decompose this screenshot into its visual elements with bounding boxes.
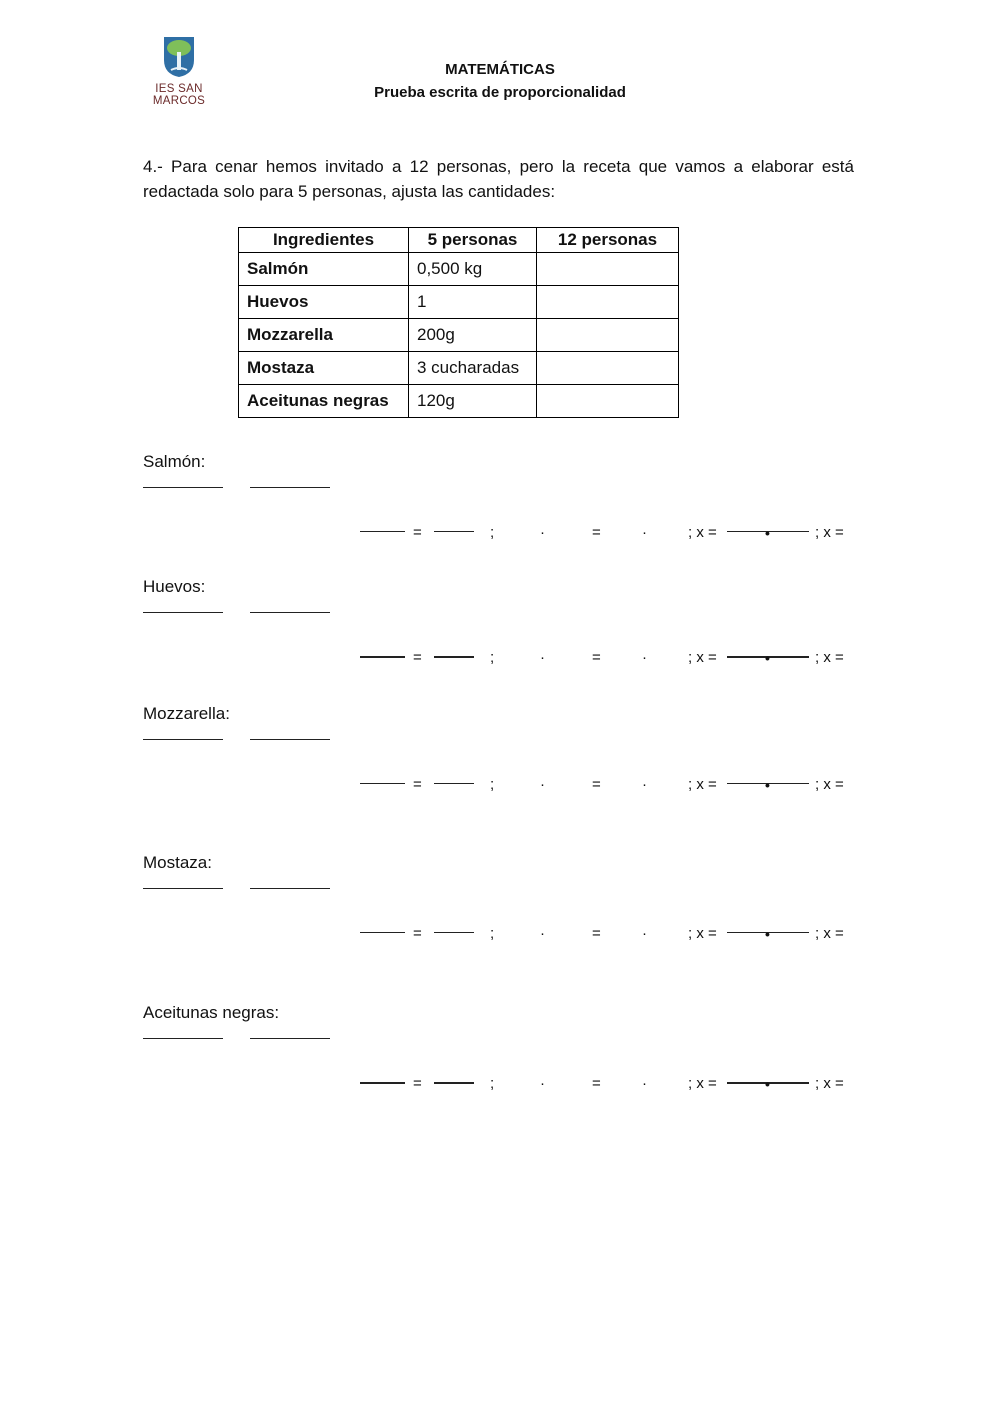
table-row bbox=[239, 352, 679, 385]
amount-5-personas: 1 bbox=[409, 286, 537, 319]
x-equals: ; x = bbox=[688, 925, 717, 942]
x-equals-result: ; x = bbox=[815, 1075, 844, 1092]
answer-blank[interactable] bbox=[143, 739, 223, 740]
header-5-personas: 5 personas bbox=[409, 228, 537, 253]
semicolon: ; bbox=[490, 776, 495, 793]
question-text: 4.- Para cenar hemos invitado a 12 personas, pero la receta que vamos a elaborar está redactada solo para 5 personas, ajusta las cantidades: bbox=[143, 157, 854, 201]
multiply-bullet: • bbox=[765, 777, 770, 793]
fraction-line[interactable] bbox=[434, 783, 474, 784]
x-equals: ; x = bbox=[688, 776, 717, 793]
equals-sign: = bbox=[413, 649, 422, 666]
multiply-dot: · bbox=[642, 1075, 647, 1092]
proportion-equation bbox=[0, 648, 1000, 672]
equals-sign: = bbox=[413, 776, 422, 793]
fraction-line[interactable] bbox=[434, 1082, 474, 1084]
semicolon: ; bbox=[490, 649, 495, 666]
fraction-line[interactable] bbox=[360, 531, 405, 532]
work-block-mostaza bbox=[0, 853, 1000, 973]
multiply-dot: · bbox=[540, 649, 545, 666]
answer-blank[interactable] bbox=[250, 487, 330, 488]
multiply-dot: · bbox=[540, 925, 545, 942]
header-12-personas: 12 personas bbox=[537, 228, 679, 253]
multiply-dot: · bbox=[642, 524, 647, 541]
semicolon: ; bbox=[490, 925, 495, 942]
ingredient-label: Huevos: bbox=[143, 577, 206, 596]
fraction-line[interactable] bbox=[360, 932, 405, 933]
multiply-dot: · bbox=[642, 925, 647, 942]
answer-blank[interactable] bbox=[143, 1038, 223, 1039]
amount-12-personas-cell[interactable] bbox=[537, 253, 679, 286]
table-row bbox=[239, 286, 679, 319]
x-equals: ; x = bbox=[688, 649, 717, 666]
answer-blank[interactable] bbox=[143, 888, 223, 889]
multiply-bullet: • bbox=[765, 926, 770, 942]
work-block-salmon bbox=[0, 452, 1000, 572]
table-row bbox=[239, 385, 679, 418]
semicolon: ; bbox=[490, 524, 495, 541]
multiply-bullet: • bbox=[765, 525, 770, 541]
equals-sign: = bbox=[413, 925, 422, 942]
multiply-bullet: • bbox=[765, 650, 770, 666]
equals-sign: = bbox=[413, 524, 422, 541]
answer-blank[interactable] bbox=[250, 612, 330, 613]
multiply-dot: · bbox=[642, 649, 647, 666]
fraction-line[interactable] bbox=[360, 783, 405, 784]
x-equals-result: ; x = bbox=[815, 524, 844, 541]
fraction-line[interactable] bbox=[360, 656, 405, 658]
school-name: IES SAN MARCOS bbox=[152, 83, 206, 107]
answer-blank[interactable] bbox=[143, 487, 223, 488]
work-block-mozzarella bbox=[0, 704, 1000, 824]
multiply-dot: · bbox=[642, 776, 647, 793]
x-equals-result: ; x = bbox=[815, 925, 844, 942]
equals-sign: = bbox=[592, 524, 601, 541]
amount-12-personas-cell[interactable] bbox=[537, 319, 679, 352]
equals-sign: = bbox=[592, 649, 601, 666]
ingredient-label: Mostaza: bbox=[143, 853, 212, 872]
equals-sign: = bbox=[413, 1075, 422, 1092]
table-row bbox=[239, 319, 679, 352]
x-equals: ; x = bbox=[688, 524, 717, 541]
ingredient-name: Huevos bbox=[239, 286, 409, 319]
fraction-line[interactable] bbox=[434, 932, 474, 933]
ingredient-name: Aceitunas negras bbox=[239, 385, 409, 418]
amount-5-personas: 3 cucharadas bbox=[409, 352, 537, 385]
semicolon: ; bbox=[490, 1075, 495, 1092]
ingredient-label: Aceitunas negras: bbox=[143, 1003, 280, 1022]
amount-12-personas-cell[interactable] bbox=[537, 352, 679, 385]
multiply-dot: · bbox=[540, 1075, 545, 1092]
table-header-row bbox=[239, 228, 679, 253]
ingredient-name: Salmón bbox=[239, 253, 409, 286]
ingredient-name: Mostaza bbox=[239, 352, 409, 385]
work-block-huevos bbox=[0, 577, 1000, 697]
multiply-dot: · bbox=[540, 776, 545, 793]
equals-sign: = bbox=[592, 1075, 601, 1092]
ingredient-name: Mozzarella bbox=[239, 319, 409, 352]
table-row bbox=[239, 253, 679, 286]
fraction-line[interactable] bbox=[360, 1082, 405, 1084]
proportion-equation bbox=[0, 775, 1000, 799]
equals-sign: = bbox=[592, 776, 601, 793]
fraction-line[interactable] bbox=[434, 656, 474, 658]
proportion-equation bbox=[0, 523, 1000, 547]
answer-blank[interactable] bbox=[250, 739, 330, 740]
subject-title: MATEMÁTICAS bbox=[445, 61, 555, 78]
amount-12-personas-cell[interactable] bbox=[537, 385, 679, 418]
answer-blank[interactable] bbox=[143, 612, 223, 613]
header-ingredientes: Ingredientes bbox=[239, 228, 409, 253]
multiply-dot: · bbox=[540, 524, 545, 541]
answer-blank[interactable] bbox=[250, 888, 330, 889]
fraction-line[interactable] bbox=[434, 531, 474, 532]
recipe-table bbox=[238, 227, 679, 418]
x-equals-result: ; x = bbox=[815, 776, 844, 793]
ingredient-label: Mozzarella: bbox=[143, 704, 230, 723]
x-equals: ; x = bbox=[688, 1075, 717, 1092]
multiply-bullet: • bbox=[765, 1076, 770, 1092]
exam-title: Prueba escrita de proporcionalidad bbox=[374, 84, 626, 101]
ingredient-label: Salmón: bbox=[143, 452, 206, 471]
proportion-equation bbox=[0, 1074, 1000, 1098]
equals-sign: = bbox=[592, 925, 601, 942]
proportion-equation bbox=[0, 924, 1000, 948]
amount-12-personas-cell[interactable] bbox=[537, 286, 679, 319]
answer-blank[interactable] bbox=[250, 1038, 330, 1039]
amount-5-personas: 0,500 kg bbox=[409, 253, 537, 286]
x-equals-result: ; x = bbox=[815, 649, 844, 666]
work-block-aceitunas-negras bbox=[0, 1003, 1000, 1123]
amount-5-personas: 200g bbox=[409, 319, 537, 352]
amount-5-personas: 120g bbox=[409, 385, 537, 418]
